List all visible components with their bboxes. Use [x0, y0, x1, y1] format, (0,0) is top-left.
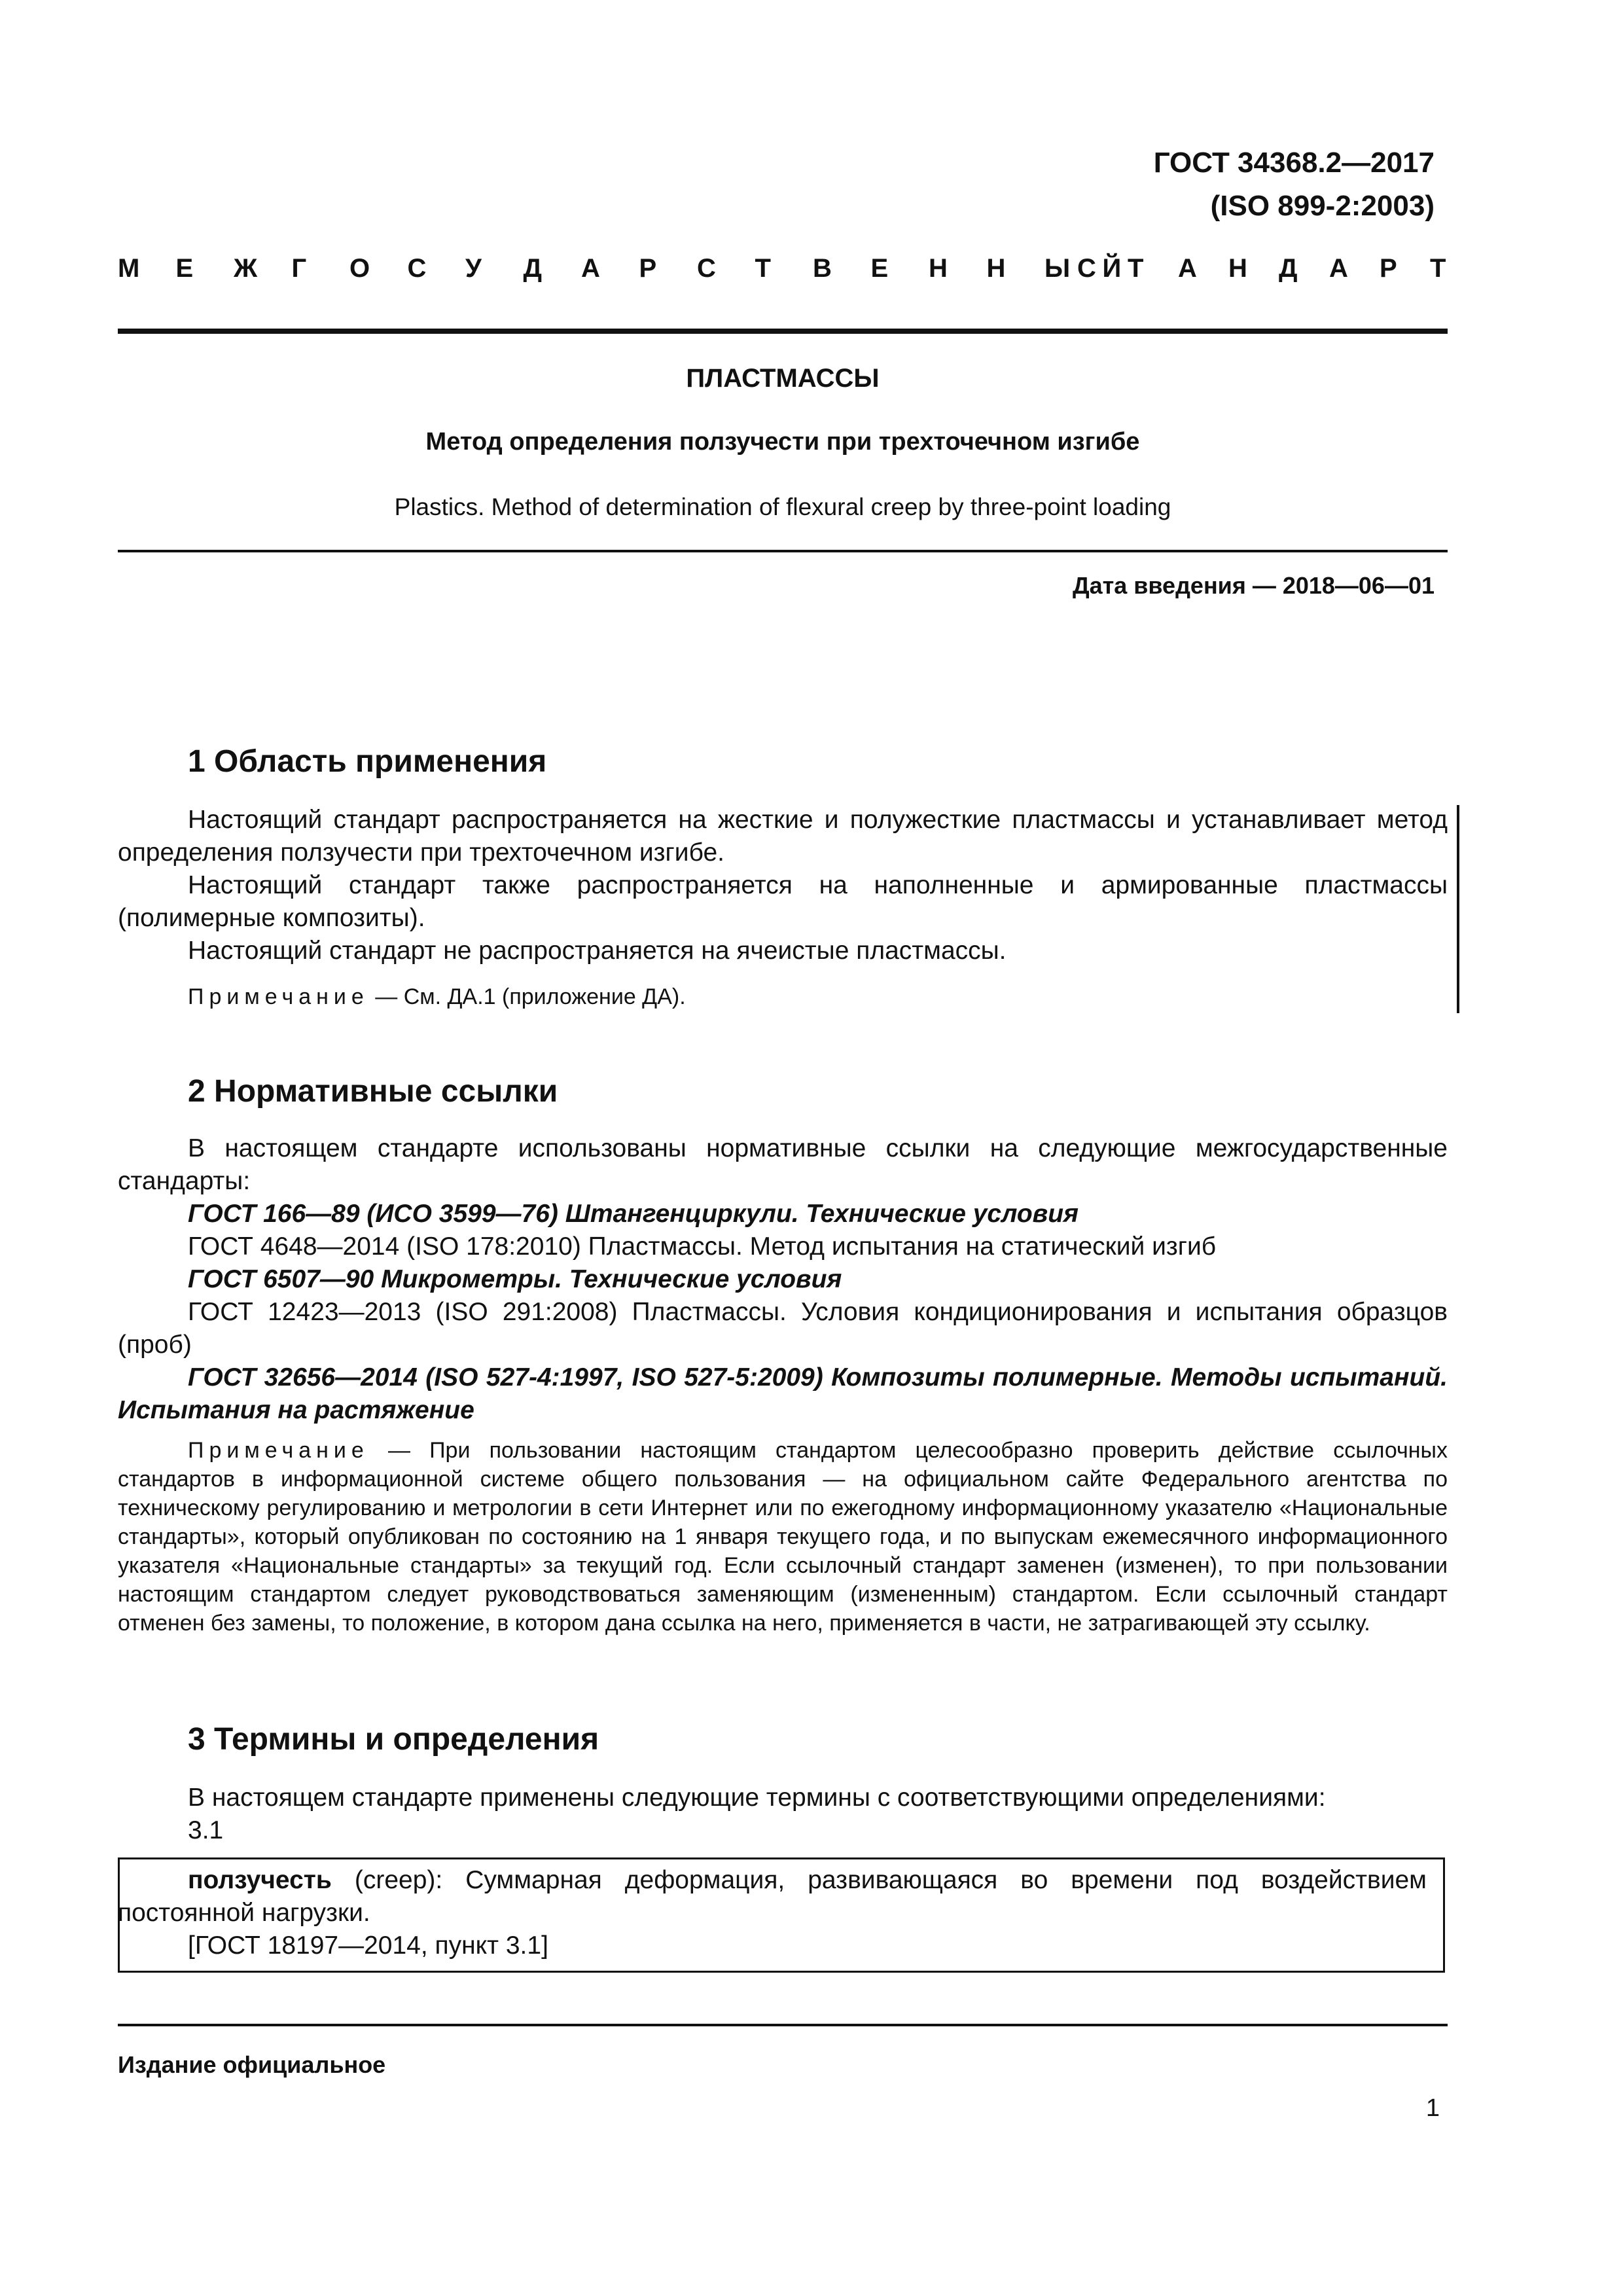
note-text: — См. ДА.1 (приложение ДА). — [368, 984, 686, 1009]
interstate-standard-label — [118, 254, 1448, 293]
standard-letter: Р — [1380, 254, 1397, 283]
section-2-heading: 2 Нормативные ссылки — [188, 1074, 558, 1109]
interstate-letter: Т — [755, 254, 771, 283]
section-2-note-text: — При пользовании настоящим стандартом целесообразно проверить действие ссылочных стандартов в информационной системе общего пользования — на официальном сайте Федерального агентства по техническому регулированию и метрологии в сети Интернет или по ежегодному информационному указателю «Национальные стандарты», который опубликован по состоянию на 1 января текущего года, и по выпускам ежемесячного информационного указателя «Национальные стандарты» за текущий год. Если ссылочный стандарт заменен (изменен), то при пользовании настоящим стандартом следует руководствоваться заменяющим (измененным) стандартом. Если ссылочный стандарт отменен без замены, то положение, в котором дана ссылка на него, применяется в части, не затрагивающей эту ссылку. — [118, 1438, 1448, 1636]
footer-rule — [118, 2024, 1448, 2026]
section-1-paragraph-3: Настоящий стандарт не распространяется на ячеистые пластмассы. — [188, 937, 1007, 965]
reference-gost-12423-text: ГОСТ 12423—2013 (ISO 291:2008) Пластмассы. Условия кондиционирования и испытания образцов (проб) — [118, 1298, 1448, 1359]
section-1-p2-text: Настоящий стандарт также распространяется на наполненные и армированные пластмассы (полимерные композиты). — [118, 871, 1448, 932]
interstate-letter: О — [349, 254, 370, 283]
section-1-p1-text: Настоящий стандарт распространяется на жесткие и полужесткие пластмассы и устанавливает метод определения ползучести при трехточечном изгибе. — [118, 806, 1448, 867]
interstate-letter: У — [465, 254, 482, 283]
official-edition-label: Издание официальное — [118, 2051, 386, 2078]
standard-letter: С — [1077, 254, 1096, 283]
interstate-letter: Ж — [234, 254, 258, 283]
reference-gost-4648: ГОСТ 4648—2014 (ISO 178:2010) Пластмассы. Метод испытания на статический изгиб — [188, 1232, 1217, 1261]
interstate-letter: Р — [639, 254, 657, 283]
iso-code: (ISO 899-2:2003) — [1210, 190, 1435, 222]
standard-letter: Н — [1228, 254, 1247, 283]
section-2-note-label: Примечание — [188, 1438, 369, 1463]
reference-gost-12423 — [118, 1296, 1448, 1361]
interstate-letter: Е — [870, 254, 889, 283]
section-1-note — [188, 980, 1448, 1013]
interstate-letter: Е — [175, 254, 194, 283]
title-rule — [118, 550, 1448, 552]
interstate-letter: Н — [986, 254, 1006, 283]
standard-letter: А — [1329, 254, 1348, 283]
interstate-letter: А — [581, 254, 600, 283]
reference-gost-6507: ГОСТ 6507—90 Микрометры. Технические условия — [188, 1265, 842, 1293]
section-3-intro: В настоящем стандарте применены следующие термины с соответствующими определениями: — [188, 1784, 1326, 1812]
term-source: [ГОСТ 18197—2014, пункт 3.1] — [188, 1931, 548, 1960]
section-1-heading: 1 Область применения — [188, 744, 547, 779]
interstate-letter: Й — [1102, 254, 1122, 283]
interstate-letter: С — [407, 254, 427, 283]
change-bar — [1457, 805, 1459, 1013]
section-2-intro-text: В настоящем стандарте использованы нормативные ссылки на следующие межгосударственные стандарты: — [118, 1134, 1448, 1195]
interstate-letter: Г — [291, 254, 307, 283]
section-1-paragraph-2 — [118, 869, 1448, 935]
page-number: 1 — [1425, 2094, 1440, 2122]
interstate-letter: В — [813, 254, 832, 283]
note-label: Примечание — [188, 984, 369, 1009]
reference-gost-32656-text: ГОСТ 32656—2014 (ISO 527-4:1997, ISO 527-5:2009) Композиты полимерные. Методы испытаний. Испытания на растяжение — [118, 1363, 1448, 1424]
document-title: ПЛАСТМАССЫ — [686, 364, 880, 393]
interstate-letter: Н — [929, 254, 948, 283]
section-1-paragraph-1 — [118, 804, 1448, 869]
interstate-letter: М — [118, 254, 140, 283]
reference-gost-32656 — [118, 1361, 1448, 1427]
term-english: (creep) — [331, 1866, 436, 1894]
term-definition-text: : Суммарная деформация, развивающаяся во времени под воздействием постоянной нагрузки. — [118, 1866, 1427, 1927]
document-english-title: Plastics. Method of determination of flexural creep by three-point loading — [394, 493, 1171, 520]
term-definition — [118, 1864, 1440, 1929]
standard-letter: А — [1178, 254, 1197, 283]
section-2-note — [118, 1436, 1448, 1638]
interstate-letter: С — [697, 254, 716, 283]
standard-letter: Т — [1128, 254, 1144, 283]
reference-gost-166: ГОСТ 166—89 (ИСО 3599—76) Штангенциркули. Технические условия — [188, 1200, 1079, 1228]
standard-letter: Т — [1430, 254, 1446, 283]
interstate-letter: Ы — [1044, 254, 1071, 283]
term-name: ползучесть — [188, 1866, 332, 1894]
standard-letter: Д — [1279, 254, 1298, 283]
header-thick-rule — [118, 329, 1448, 334]
section-3-heading: 3 Термины и определения — [188, 1722, 599, 1757]
term-number: 3.1 — [188, 1816, 224, 1844]
section-2-intro — [118, 1132, 1448, 1198]
document-subtitle: Метод определения ползучести при трехточечном изгибе — [425, 428, 1140, 456]
introduction-date: Дата введения — 2018—06—01 — [1072, 572, 1435, 599]
interstate-letter: Д — [523, 254, 542, 283]
standard-code: ГОСТ 34368.2—2017 — [1153, 147, 1435, 179]
